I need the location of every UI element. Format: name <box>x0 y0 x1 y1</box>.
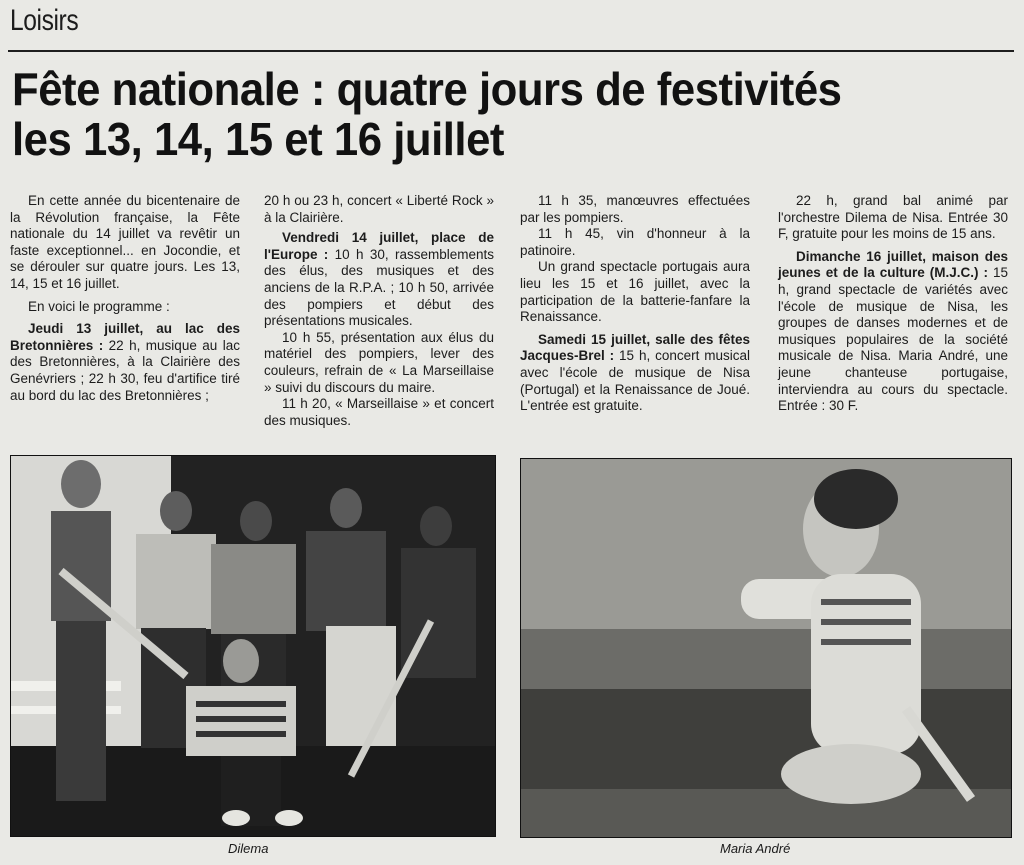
section-rule <box>8 50 1014 52</box>
paragraph: En voici le programme : <box>28 298 170 314</box>
paragraph: 22 h, grand bal animé par l'orchestre Dilema de Nisa. Entrée 30 F, gratuite pour les moins de 15 ans. <box>778 193 1008 242</box>
paragraph-heading: Jeudi 13 juillet, au lac des Bretonnières : <box>10 321 240 353</box>
paragraph-body: 15 h, concert musical avec l'école de musique de Nisa (Portugal) et la Renaissance de Joué. L'entrée est gratuite. <box>520 348 750 414</box>
paragraph <box>778 249 1008 415</box>
paragraph: 11 h 45, vin d'honneur à la patinoire. <box>520 226 750 258</box>
band-photo <box>10 455 496 837</box>
band-photo-image <box>11 456 495 836</box>
section-label: Loisirs <box>10 4 79 37</box>
paragraph-heading: Vendredi 14 juillet, place de l'Europe : <box>264 230 494 262</box>
photo-caption: Dilema <box>228 841 269 856</box>
paragraph-body: 10 h 30, rassemblements des élus, des musiques et des anciens de la R.P.A. ; 10 h 50, arrivée des pompiers et début des présentations musicales. <box>264 246 494 329</box>
headline-line-2: les 13, 14, 15 et 16 juillet <box>12 113 504 165</box>
paragraph-body: 15 h, grand spectacle de variétés avec l'école de musique de Nisa, les groupes de danses modernes et de musiques populaires de la société musicale de Nisa. Maria André, une jeune chanteuse portugaise, interviendra au cours du spectacle. Entrée : 30 F. <box>778 265 1008 414</box>
article-column-2 <box>264 193 494 429</box>
singer-photo <box>520 458 1012 838</box>
paragraph: 11 h 20, « Marseillaise » et concert des musiques. <box>264 396 494 428</box>
paragraph-heading: Dimanche 16 juillet, maison des jeunes et de la culture (M.J.C.) : <box>778 248 1008 281</box>
paragraph: 10 h 55, présentation aux élus du matériel des pompiers, lever des couleurs, refrain de « La Marseillaise » suivi du discours du maire. <box>264 329 494 395</box>
singer-photo-image <box>521 459 1011 837</box>
paragraph-heading: Samedi 15 juillet, salle des fêtes Jacques-Brel : <box>520 331 750 364</box>
headline-line-1: Fête nationale : quatre jours de festivités <box>12 63 842 115</box>
headline <box>12 64 1019 164</box>
paragraph <box>264 230 494 330</box>
paragraph: 11 h 35, manœuvres effectuées par les pompiers. <box>520 193 750 225</box>
article-column-4 <box>778 193 1008 415</box>
photo-caption: Maria André <box>720 841 791 856</box>
paragraph-body: 22 h, musique au lac des Bretonnières, à la Clairière des Genévriers ; 22 h 30, feu d'artifice tiré au bord du lac des Bretonnières ; <box>10 337 240 403</box>
article-column-1 <box>10 193 240 404</box>
article-column-3 <box>520 193 750 415</box>
paragraph <box>10 321 240 404</box>
paragraph: Un grand spectacle portugais aura lieu les 15 et 16 juillet, avec la participation de la batterie-fanfare la Renaissance. <box>520 259 750 325</box>
paragraph <box>520 332 750 415</box>
paragraph: En cette année du bicentenaire de la Révolution française, la Fête nationale du 14 juillet va revêtir un faste exceptionnel... en Jocondie, et se dérouler sur quatre jours. Les 13, 14, 15 et 16 juillet. <box>10 193 240 291</box>
paragraph: 20 h ou 23 h, concert « Liberté Rock » à la Clairière. <box>264 193 494 225</box>
